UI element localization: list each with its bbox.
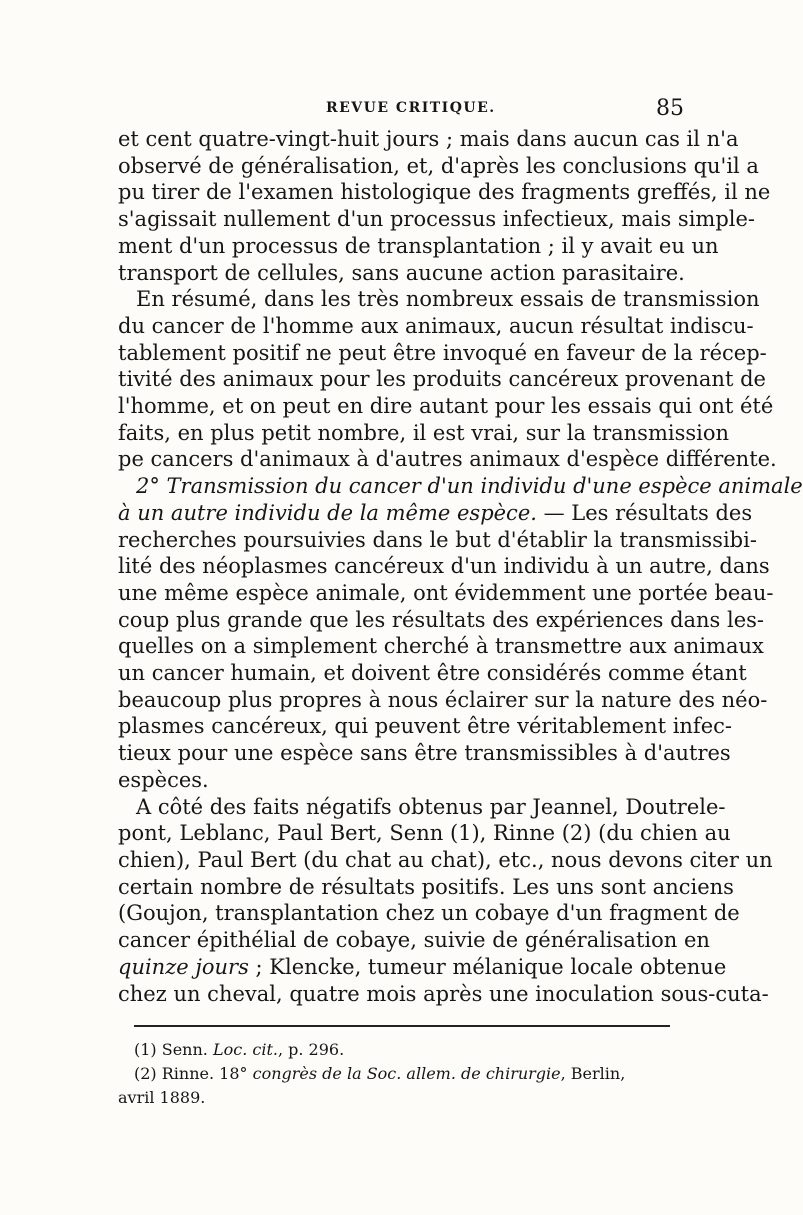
text-line: espèces.: [118, 767, 209, 792]
text-line: chez un cheval, quatre mois après une inoculation sous-cuta-: [118, 981, 769, 1006]
text-line: beaucoup plus propres à nous éclairer sur la nature des néo-: [118, 687, 768, 712]
text-line: pu tirer de l'examen histologique des fragments greffés, il ne: [118, 180, 771, 205]
text-line: En résumé, dans les très nombreux essais de transmission: [136, 287, 760, 312]
text-line: transport de cellules, sans aucune action parasitaire.: [118, 260, 685, 285]
text-line: plasmes cancéreux, qui peuvent être véritablement infec-: [118, 714, 732, 739]
text-line: certain nombre de résultats positifs. Les uns sont anciens: [118, 874, 734, 899]
text-line: pont, Leblanc, Paul Bert, Senn (1), Rinne (2) (du chien au: [118, 821, 731, 846]
body-text: [118, 126, 803, 1007]
footnote-label: (2) Rinne. 18°: [134, 1064, 253, 1083]
footnote-divider: [134, 1025, 670, 1027]
text-line: faits, en plus petit nombre, il est vrai, sur la transmission: [118, 420, 730, 445]
text-line: un cancer humain, et doivent être considérés comme étant: [118, 661, 747, 686]
text-line: recherches poursuivies dans le but d'établir la transmissibi-: [118, 527, 757, 552]
footnote-rest: , Berlin,: [560, 1064, 626, 1083]
text-line: pe cancers d'animaux à d'autres animaux d'espèce différente.: [118, 447, 777, 472]
italic-phrase: quinze jours: [118, 954, 249, 979]
running-header: [118, 98, 684, 124]
page-number: 85: [656, 96, 684, 121]
footnote-citation: congrès de la Soc. allem. de chirurgie: [252, 1064, 561, 1083]
text-line: ment d'un processus de transplantation ; il y avait eu un: [118, 233, 719, 258]
text-fragment: ; Klencke, tumeur mélanique locale obtenue: [248, 954, 727, 979]
footnote-rest: , p. 296.: [277, 1040, 345, 1059]
text-line: [118, 500, 753, 527]
footnotes: [118, 1038, 684, 1110]
text-line: tivité des animaux pour les produits cancéreux provenant de: [118, 367, 766, 392]
text-line: tieux pour une espèce sans être transmissibles à d'autres: [118, 741, 731, 766]
text-line: tablement positif ne peut être invoqué en faveur de la récep-: [118, 340, 767, 365]
text-line: une même espèce animale, ont évidemment une portée beau-: [118, 580, 774, 605]
text-line: du cancer de l'homme aux animaux, aucun résultat indiscu-: [118, 313, 754, 338]
text-line: l'homme, et on peut en dire autant pour les essais qui ont été: [118, 394, 774, 419]
text-line: coup plus grande que les résultats des expériences dans les-: [118, 607, 765, 632]
text-line: chien), Paul Bert (du chat au chat), etc., nous devons citer un: [118, 847, 773, 872]
text-line: (Goujon, transplantation chez un cobaye d'un fragment de: [118, 901, 740, 926]
footnote-citation: Loc. cit.: [212, 1040, 278, 1059]
paragraph-4: [118, 794, 773, 1008]
text-line: [118, 954, 727, 981]
paragraph-2: [118, 286, 777, 473]
text-line: cancer épithélial de cobaye, suivie de généralisation en: [118, 928, 710, 953]
paragraph-1: [118, 126, 771, 286]
text-line: lité des néoplasmes cancéreux d'un individu à un autre, dans: [118, 554, 770, 579]
text-line: s'agissait nullement d'un processus infectieux, mais simple-: [118, 207, 756, 232]
running-title: REVUE CRITIQUE.: [326, 100, 496, 116]
footnote-2: [118, 1062, 684, 1086]
text-line: quelles on a simplement cherché à transmettre aux animaux: [118, 634, 764, 659]
text-line: observé de généralisation, et, d'après les conclusions qu'il a: [118, 153, 759, 178]
footnote-2-continuation: avril 1889.: [118, 1088, 206, 1107]
text-line: A côté des faits négatifs obtenus par Jeannel, Doutrele-: [136, 794, 726, 819]
text-line: et cent quatre-vingt-huit jours ; mais dans aucun cas il n'a: [118, 127, 739, 151]
footnote-label: (1) Senn.: [134, 1040, 213, 1059]
section-heading-cont: à un autre individu de la même espèce.: [118, 500, 537, 525]
text-fragment: — Les résultats des: [536, 500, 753, 525]
footnote-1: [118, 1038, 684, 1062]
paragraph-3: [118, 473, 803, 793]
section-heading: 2° Transmission du cancer d'un individu d'une espèce animale: [136, 474, 803, 499]
